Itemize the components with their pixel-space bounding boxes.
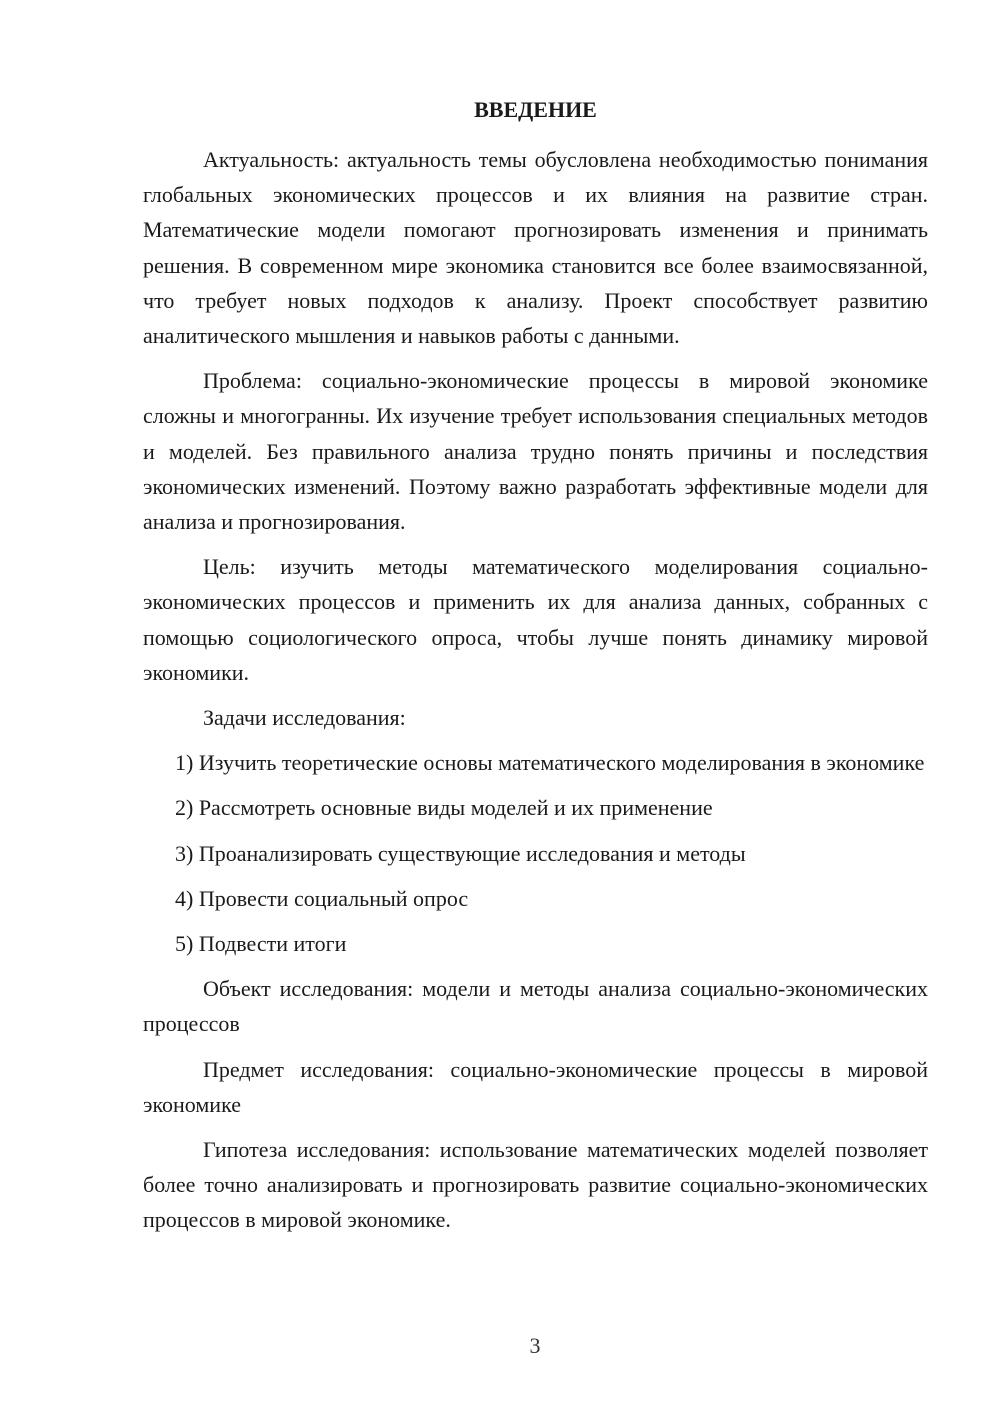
tasks-heading: Задачи исследования: [203, 705, 406, 731]
paragraph-problem: Проблема: социально-экономические процессы в мировой экономике сложны и многогранны. Их изучение требует использования специальных методов и моделей. Без правильного анализа трудно понять причины и последствия экономических изменений. Поэтому важно разработать эффективные модели для анализа и прогнозирования. [143, 368, 928, 535]
task-item-5: 5) Подвести итоги [175, 931, 347, 957]
page-title: ВВЕДЕНИЕ [474, 97, 597, 122]
task-item-4: 4) Провести социальный опрос [175, 885, 469, 911]
paragraph-object: Объект исследования: модели и методы анализа социально-экономических процессов [143, 976, 928, 1037]
task-item-1: 1) Изучить теоретические основы математического моделирования в экономике [175, 750, 925, 776]
page-number: 3 [529, 1333, 541, 1358]
task-item-3: 3) Проанализировать существующие исследования и методы [175, 840, 746, 866]
paragraph-subject: Предмет исследования: социально-экономические процессы в мировой экономике [143, 1056, 928, 1117]
paragraph-relevance: Актуальность: актуальность темы обусловлена необходимостью понимания глобальных экономических процессов и их влияния на развитие стран. Математические модели помогают прогнозировать изменения и принимать решения. В современном мире экономика становится все более взаимосвязанной, что требует новых подходов к анализу. Проект способствует развитию аналитического мышления и навыков работы с данными. [143, 147, 928, 349]
document-page [143, 92, 928, 1248]
paragraph-goal: Цель: изучить методы математического моделирования социально-экономических процессов и применить их для анализа данных, собранных с помощью социологического опроса, чтобы лучше понять динамику мировой экономики. [143, 554, 928, 685]
task-item-2: 2) Рассмотреть основные виды моделей и их применение [175, 795, 713, 821]
paragraph-hypothesis: Гипотеза исследования: использование математических моделей позволяет более точно анализировать и прогнозировать развитие социально-экономических процессов в мировой экономике. [143, 1137, 928, 1233]
